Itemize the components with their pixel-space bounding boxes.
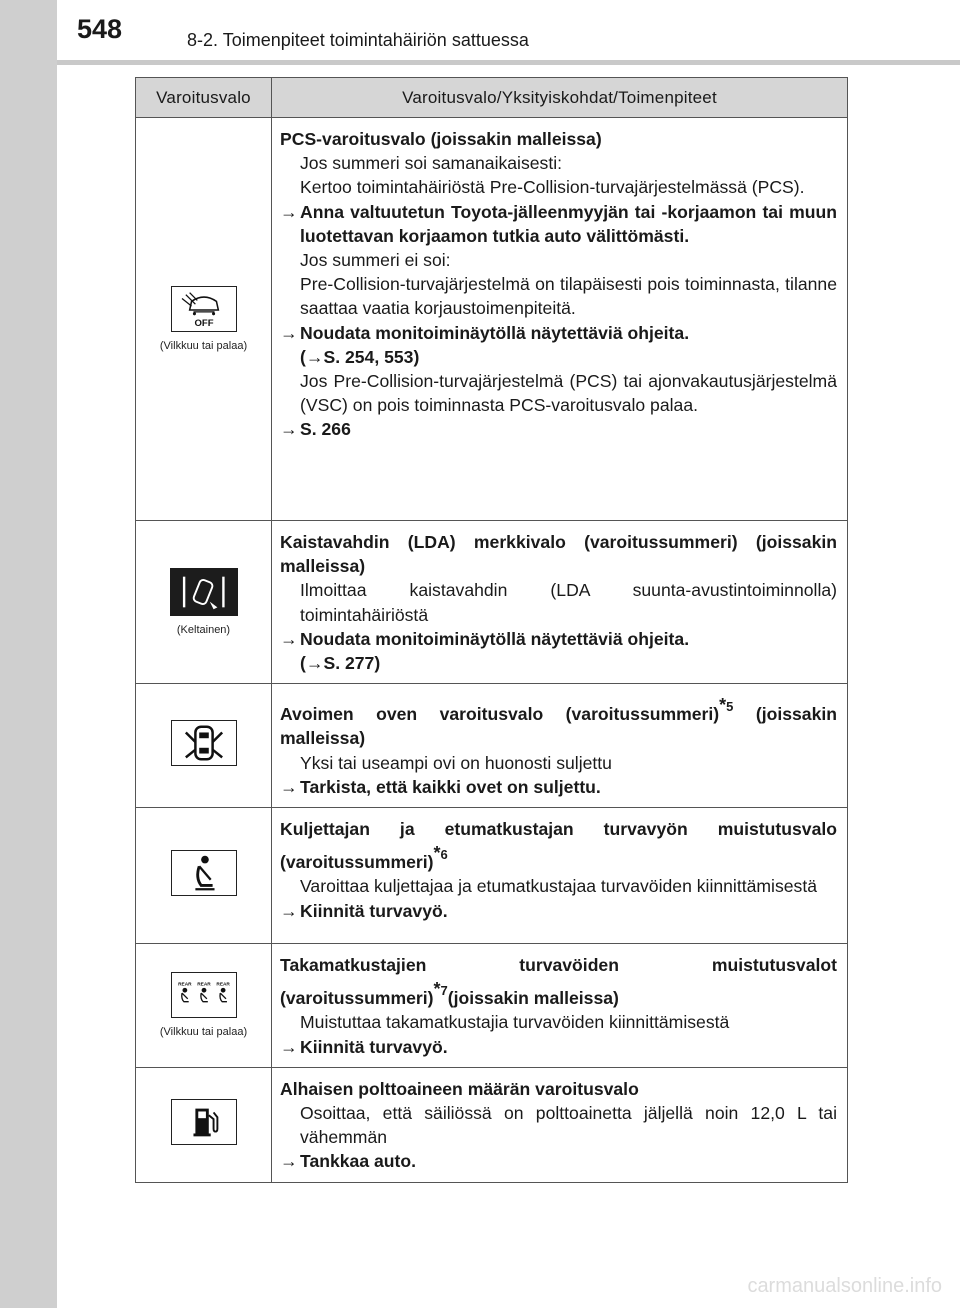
svg-text:REAR: REAR	[196, 982, 211, 988]
action-text: Noudata monitoiminäytöllä näytettäviä ohjeita.	[300, 322, 690, 343]
action-item	[280, 627, 837, 651]
table-row	[136, 118, 848, 521]
description-text: Yksi tai useampi ovi on huonosti suljettu	[300, 752, 612, 773]
action-text: Anna valtuutetun Toyota-jälleenmyyjän tai -korjaamon tai muun luotettavan korjaamon tutkia auto välittömästi.	[300, 201, 837, 246]
description-cell	[272, 944, 848, 1068]
icon-cell	[136, 1067, 272, 1182]
icon-cell	[136, 521, 272, 684]
action-item	[280, 321, 837, 345]
table-row	[136, 808, 848, 944]
arrow-icon: →	[305, 346, 324, 367]
reference-link[interactable]: S. 254, 553)	[323, 346, 420, 367]
action-text: Kiinnitä turvavyö.	[300, 900, 448, 921]
row-title: PCS-varoitusvalo (joissakin malleissa)	[280, 129, 602, 149]
table-row	[136, 684, 848, 808]
reference-link[interactable]: S. 277)	[323, 653, 381, 674]
arrow-icon: →	[280, 201, 298, 222]
svg-text:REAR: REAR	[177, 982, 192, 988]
header-rule	[57, 60, 960, 65]
table-row	[136, 521, 848, 684]
watermark: carmanualsonline.info	[747, 1275, 942, 1297]
row-title: Kaistavahdin (LDA) merkkivalo (varoitussummeri) (joissakin malleissa)	[280, 532, 837, 577]
description-text: Ilmoittaa kaistavahdin (LDA suunta-avustintoiminnolla) toimintahäiriöstä	[300, 580, 837, 625]
icon-caption: (Vilkkuu tai palaa)	[159, 339, 248, 352]
icon-caption: (Keltainen)	[176, 623, 231, 636]
description-text: Osoittaa, että säiliössä on polttoainetta jäljellä noin 12,0 L tai vähemmän	[300, 1103, 837, 1148]
reference-link[interactable]: S. 266	[300, 419, 351, 440]
action-text: Tankkaa auto.	[300, 1151, 417, 1172]
page-reference: (→S. 254, 553)	[300, 346, 420, 367]
action-text: Noudata monitoiminäytöllä näytettäviä ohjeita.	[300, 628, 690, 649]
action-text: Kiinnitä turvavyö.	[300, 1036, 448, 1057]
condition-text: Jos summeri soi samanaikaisesti:	[300, 153, 563, 174]
row-title: Avoimen oven varoitusvalo (varoitussummeri)$^{*5}$ (joissakin malleissa)	[280, 695, 837, 749]
warning-light-table	[135, 77, 848, 1183]
row-title: Alhaisen polttoaineen määrän varoitusvalo	[280, 1078, 639, 1099]
row-title: Takamatkustajien turvavöiden muistutusvalot (varoitussummeri)$^{*7}$(joissakin malleissa)	[280, 955, 837, 1009]
table-row	[136, 1067, 848, 1182]
description-text: Jos Pre-Collision-turvajärjestelmä (PCS) tai ajonvakautusjärjestelmä (VSC) on pois toiminnasta PCS-varoitusvalo palaa.	[300, 371, 837, 416]
door-open-icon	[171, 720, 237, 766]
condition-text: Jos summeri ei soi:	[300, 250, 451, 271]
action-item	[280, 200, 837, 248]
icon-cell	[136, 684, 272, 808]
arrow-icon: →	[280, 322, 298, 343]
page-number: 548	[77, 14, 123, 44]
description-text: Pre-Collision-turvajärjestelmä on tilapäisesti pois toiminnasta, tilanne saattaa vaatia korjaustoimenpiteitä.	[300, 274, 837, 319]
arrow-icon: →	[280, 1036, 298, 1057]
svg-text:OFF: OFF	[193, 317, 214, 329]
description-cell	[272, 521, 848, 684]
svg-text:REAR: REAR	[215, 982, 230, 988]
description-cell	[272, 808, 848, 944]
action-item	[280, 775, 837, 799]
icon-cell	[136, 808, 272, 944]
action-item	[280, 1149, 837, 1173]
arrow-icon: →	[280, 900, 298, 921]
table-header-row	[136, 78, 848, 118]
arrow-icon: →	[305, 653, 324, 674]
description-text: Muistuttaa takamatkustajia turvavöiden kiinnittämisestä	[300, 1012, 730, 1033]
description-cell	[272, 1067, 848, 1182]
seatbelt-icon	[171, 850, 237, 896]
arrow-icon: →	[280, 419, 298, 440]
arrow-icon: →	[280, 628, 298, 649]
table-row	[136, 944, 848, 1068]
description-cell	[272, 684, 848, 808]
col-header-details: Varoitusvalo/Yksityiskohdat/Toimenpiteet	[272, 78, 848, 118]
page-reference: (→S. 277)	[300, 653, 381, 674]
rear-seatbelt-icon	[171, 972, 237, 1018]
action-item	[280, 417, 837, 441]
action-text: Tarkista, että kaikki ovet on suljettu.	[300, 776, 601, 797]
arrow-icon: →	[280, 776, 298, 797]
pcs-warning-icon	[171, 286, 237, 332]
arrow-icon: →	[280, 1151, 298, 1172]
icon-cell	[136, 944, 272, 1068]
action-item	[280, 899, 837, 923]
icon-caption: (Vilkkuu tai palaa)	[159, 1025, 248, 1038]
row-title: Kuljettajan ja etumatkustajan turvavyön muistutusvalo (varoitussummeri)$^{*6}$	[280, 819, 837, 873]
icon-cell	[136, 118, 272, 521]
description-text: Varoittaa kuljettajaa ja etumatkustajaa turvavöiden kiinnittämisestä	[300, 876, 818, 897]
description-text: Kertoo toimintahäiriöstä Pre-Collision-turvajärjestelmässä (PCS).	[300, 177, 805, 198]
lane-departure-icon	[170, 568, 238, 616]
fuel-pump-icon	[171, 1099, 237, 1145]
section-title: 8-2. Toimenpiteet toimintahäiriön sattuessa	[187, 30, 529, 50]
col-header-warning-light: Varoitusvalo	[136, 78, 272, 118]
page-header	[57, 0, 960, 62]
action-item	[280, 1035, 837, 1059]
side-band	[0, 0, 57, 1308]
description-cell	[272, 118, 848, 521]
